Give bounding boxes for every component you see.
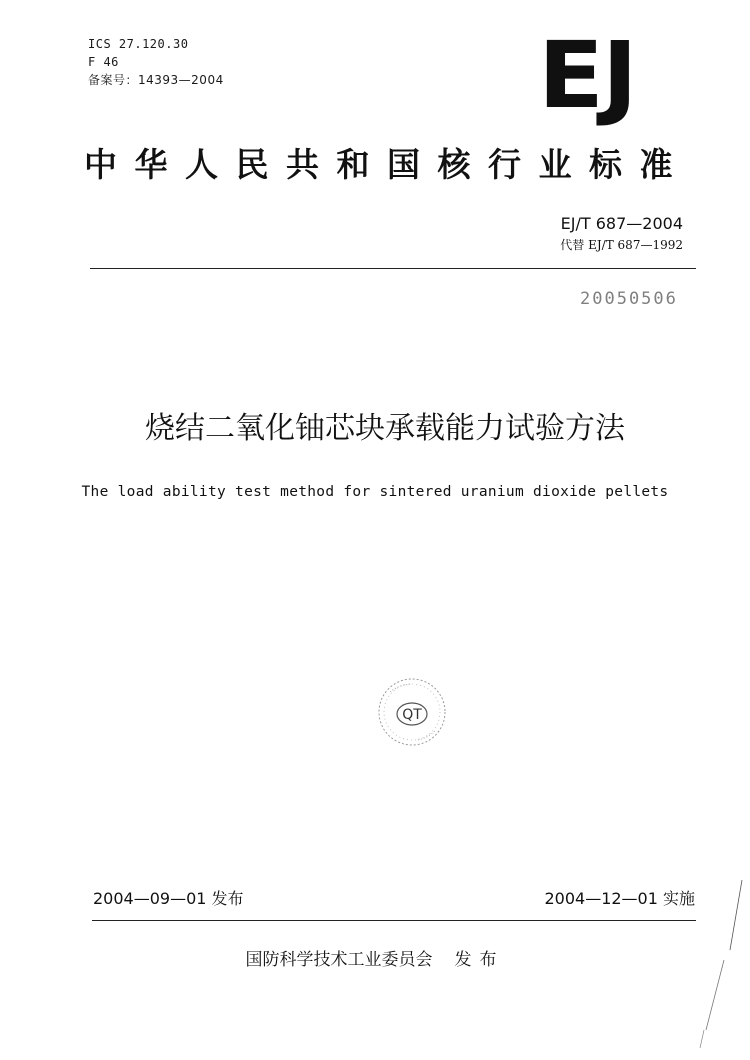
footer-divider — [92, 920, 696, 921]
scan-artifact-lines — [690, 880, 750, 1050]
issue-date: 2004—09—01 发布 — [93, 889, 244, 908]
issuer-name: 国防科学技术工业委员会 — [245, 950, 433, 970]
seal-text: QT — [402, 707, 422, 723]
standard-title: 中华人民共和国核行业标准 — [84, 145, 690, 184]
standard-number: EJ/T 687—2004 — [560, 214, 683, 233]
ej-logo: EJ — [538, 22, 636, 129]
ics-code: ICS 27.120.30 — [88, 37, 189, 51]
publish-label: 发布 — [454, 950, 505, 970]
replaces-standard: 代替 EJ/T 687—1992 — [560, 238, 683, 252]
issuer-line — [0, 948, 750, 972]
document-title-cn: 烧结二氧化铀芯块承载能力试验方法 — [145, 411, 625, 446]
record-number: 备案号：14393—2004 — [88, 73, 224, 87]
header-divider — [90, 268, 696, 269]
seal-stamp — [370, 672, 454, 752]
document-title-en: The load ability test method for sintered uranium dioxide pellets — [81, 484, 669, 500]
stamp-number: 20050506 — [580, 289, 678, 309]
category-code: F 46 — [88, 55, 119, 69]
implementation-date: 2004—12—01 实施 — [544, 889, 695, 908]
